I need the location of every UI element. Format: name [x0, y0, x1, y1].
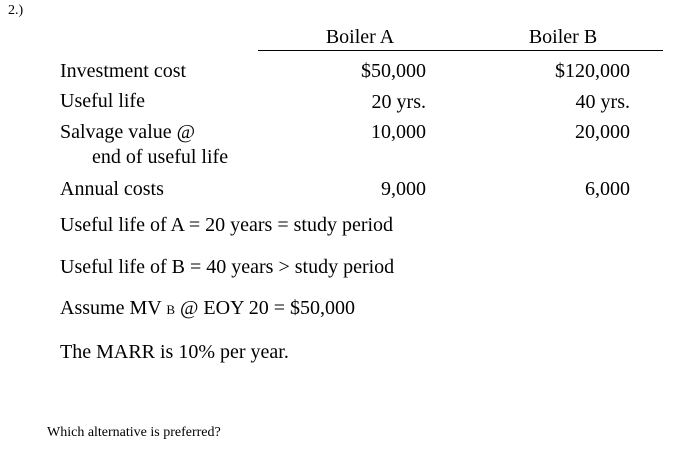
value-a-useful-life: 20 yrs.: [371, 91, 426, 113]
statement-useful-life-a: Useful life of A = 20 years = study period: [60, 214, 394, 236]
value-b-investment-cost: $120,000: [555, 60, 630, 82]
statement-useful-life-b: Useful life of B = 40 years > study period: [60, 256, 395, 278]
label-useful-life: Useful life: [60, 90, 145, 112]
statement-assume-mv: [60, 297, 355, 320]
value-b-useful-life: 40 yrs.: [575, 91, 630, 113]
label-salvage-value-line2: end of useful life: [92, 146, 229, 168]
header-boiler-a: Boiler A: [325, 26, 395, 48]
value-b-annual-costs: 6,000: [585, 178, 630, 200]
question-text: Which alternative is preferred?: [47, 425, 221, 440]
statement-assume-mv-post: @ EOY 20 = $50,000: [174, 297, 356, 319]
label-annual-costs: Annual costs: [60, 178, 164, 200]
label-salvage-value: Salvage value @: [60, 121, 196, 143]
value-a-salvage-value: 10,000: [371, 121, 426, 143]
value-b-salvage-value: 20,000: [575, 121, 630, 143]
label-investment-cost: Investment cost: [60, 60, 187, 82]
value-a-annual-costs: 9,000: [381, 178, 426, 200]
problem-number: 2.): [8, 3, 24, 18]
header-boiler-b: Boiler B: [528, 26, 598, 48]
statement-assume-mv-pre: Assume MV: [60, 297, 167, 319]
statement-marr: The MARR is 10% per year.: [60, 341, 289, 363]
header-divider: [258, 50, 663, 51]
statement-assume-mv-sub: B: [166, 302, 175, 317]
value-a-investment-cost: $50,000: [361, 60, 426, 82]
